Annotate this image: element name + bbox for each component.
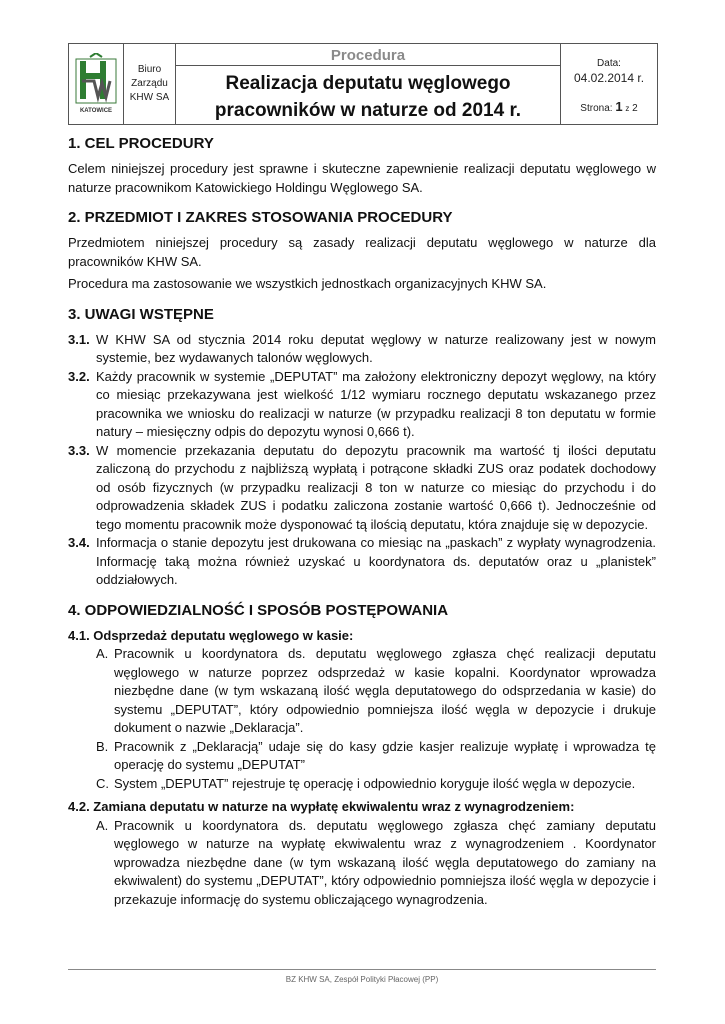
list-item	[96, 645, 656, 738]
date-label: Data:	[597, 58, 621, 69]
item-letter: C.	[96, 775, 109, 791]
logo-caption: KATOWICE	[79, 108, 113, 114]
department-cell	[124, 44, 176, 124]
item-text: W KHW SA od stycznia 2014 roku deputat węglowy w naturze realizowany jest w nowym systemie, bez wydawanych talonów węglowych.	[96, 331, 656, 365]
section-3-heading: 3. UWAGI WSTĘPNE	[68, 305, 214, 323]
subsection-4-2-title: 4.2. Zamiana deputatu w naturze na wypłatę ekwiwalentu wraz z wynagrodzeniem:	[68, 799, 575, 814]
item-text: Każdy pracownik w systemie „DEPUTAT” ma założony elektroniczny depozyt węglowy, na który co miesiąc przekazywana jest wielkość 1/12 wymiaru rocznego deputatu wskazanego przez pracownika we wniosku do realizacji w naturze (w przypadku realizacji 8 ton deputatu w formie natury – miesięczny odpis do depozytu wynosi 0,666 t).	[96, 368, 656, 439]
item-letter: B.	[96, 738, 109, 754]
item-text: System „DEPUTAT” rejestruje tę operację i odpowiednio koryguje ilość węgla w depozycie.	[114, 775, 636, 791]
dept-line-2: Zarządu	[131, 78, 168, 89]
item-letter: A.	[96, 646, 109, 661]
company-logo	[69, 44, 124, 124]
list-item	[68, 368, 656, 442]
item-number: 3.1.	[68, 331, 90, 347]
item-text: Pracownik z „Deklaracją” udaje się do kasy gdzie kasjer realizuje wypłatę i wprowadza tę operację do systemu „DEPUTAT”	[114, 738, 656, 772]
item-text: W momencie przekazania deputatu do depozytu pracownik ma wartość tj ilości deputatu zaliczoną do przychodu z najbliższą wypłatą i potrącone składki ZUS oraz podatek dochodowy od osób fizycznych (w przypadku realizacji 8 ton w naturze co miesiąc do przychodu i do odprowadzenia składek ZUS i podatku zaliczona zostanie wartość 0,666 t). Jednocześnie od tego momentu pracownik może dysponować tą ilością deputatu, która znajduje się w depozycie.	[96, 442, 656, 532]
list-item	[68, 442, 656, 535]
list-item	[96, 738, 656, 775]
section-2-paragraph: Przedmiotem niniejszej procedury są zasady realizacji deputatu węglowego w naturze dla pracowników KHW SA.	[68, 235, 656, 269]
item-text: Informacja o stanie depozytu jest drukowana co miesiąc na „paskach” z wypłaty wynagrodzenia. Informację taką można również uzyskać u koordynatora ds. deputatów oraz u „planistek” oddziałowych.	[96, 535, 656, 587]
doc-title	[176, 70, 560, 124]
section-1-heading: 1. CEL PROCEDURY	[68, 135, 214, 152]
subsection-4-1-title: 4.1. Odsprzedaż deputatu węglowego w kasie:	[68, 627, 354, 643]
section-4-heading: 4. ODPOWIEDZIALNOŚĆ I SPOSÓB POSTĘPOWANIA	[68, 601, 449, 619]
doc-title-line-2: pracowników w naturze od 2014 r.	[214, 100, 522, 121]
page-footer: BZ KHW SA, Zespół Polityki Płacowej (PP)	[68, 969, 656, 984]
page-label: Strona:	[580, 103, 613, 114]
page-current: 1	[615, 99, 623, 114]
list-item	[96, 817, 656, 910]
item-number: 3.3.	[68, 442, 90, 458]
item-text: Pracownik u koordynatora ds. deputatu węglowego zgłasza chęć realizacji deputatu węglowego w naturze poprzez odsprzedaż w kasie kopalni. Koordynator wprowadza niezbędne dane (w tym wskazaną ilość węgla deputatowego do odsprzedania w kasie) do systemu „DEPUTAT”, który odpowiednio pomniejsza ilość węgla w depozycie i drukuje dokument o nazwie „Deklaracja”.	[114, 646, 656, 735]
doc-title-line-1: Realizacja deputatu węglowego	[225, 73, 511, 94]
document-body	[68, 133, 656, 909]
list-item	[68, 331, 656, 368]
list-item	[96, 775, 656, 794]
doc-type: Procedura	[330, 47, 406, 64]
dept-line-3: KHW SA	[129, 92, 170, 103]
item-letter: A.	[96, 817, 109, 833]
item-number: 3.2.	[68, 368, 90, 384]
section-2-paragraph: Procedura ma zastosowanie we wszystkich jednostkach organizacyjnych KHW SA.	[68, 276, 547, 291]
list-item	[68, 534, 656, 590]
date-value: 04.02.2014 r.	[573, 71, 645, 85]
item-text: Pracownik u koordynatora ds. deputatu węglowego zgłasza chęć zamiany deputatu węglowego w naturze na wypłatę ekwiwalentu wraz z wynagrodzeniem . Koordynator wprowadza niezbędne dane (w tym wskazaną ilość węgla deputatowego do zamiany na ekwiwalent) do systemu „DEPUTAT”, który odpowiednio pomniejsza ilość węgla w depozycie i przekazuje informację do systemu obliczającego wynagrodzenia.	[114, 817, 656, 907]
dept-line-1: Biuro	[137, 64, 162, 75]
title-cell	[176, 44, 561, 124]
khw-logo-icon	[74, 53, 118, 115]
page-indicator	[561, 99, 657, 114]
section-2-heading: 2. PRZEDMIOT I ZAKRES STOSOWANIA PROCEDURY	[68, 209, 453, 226]
item-number: 3.4.	[68, 535, 90, 550]
section-1-text: Celem niniejszej procedury jest sprawne i skuteczne zapewnienie realizacji deputatu węglowego w naturze pracownikom Katowickiego Holdingu Węglowego SA.	[68, 161, 656, 195]
header-table	[68, 43, 658, 125]
page-total: 2	[632, 103, 638, 114]
meta-cell	[561, 44, 657, 124]
page-of: z	[625, 104, 630, 113]
